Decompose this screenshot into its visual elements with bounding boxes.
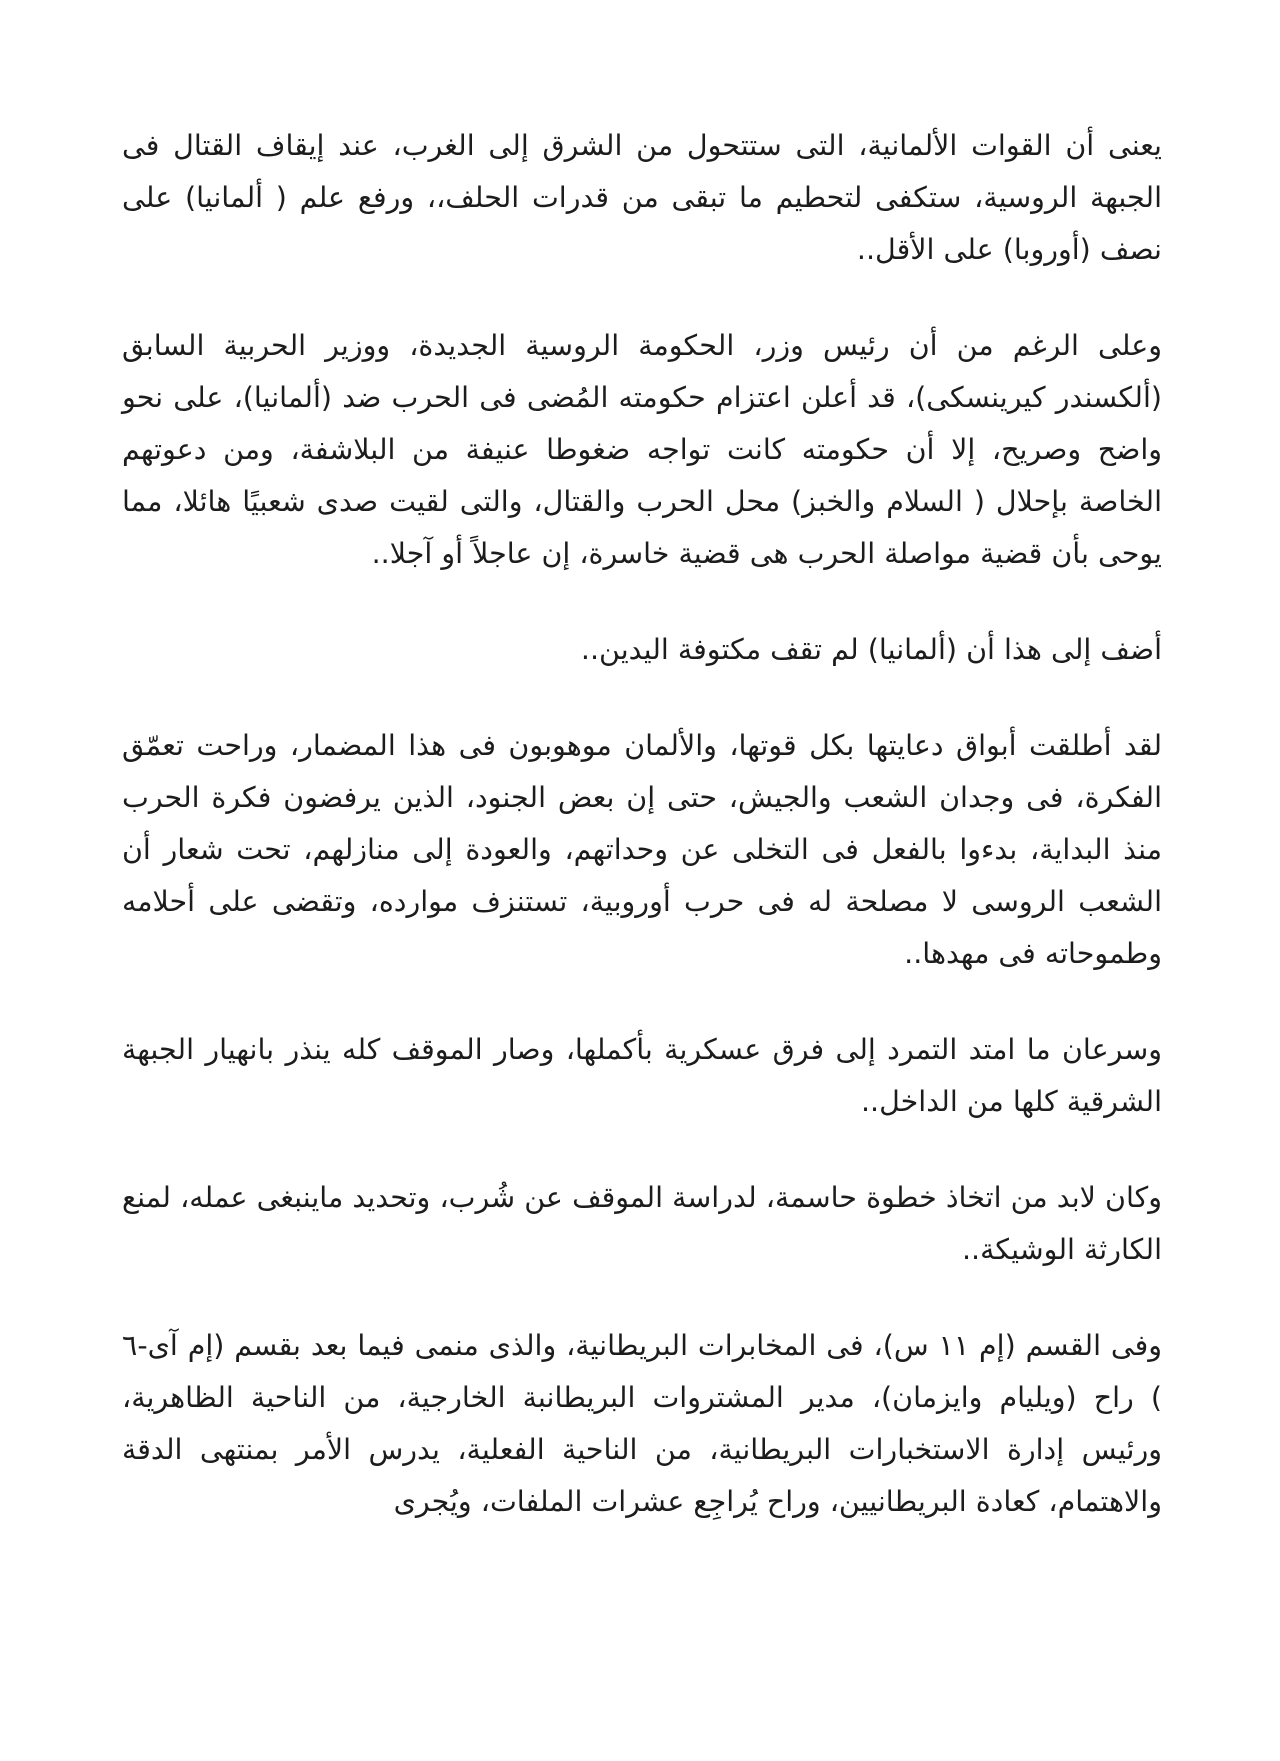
- paragraph-4: لقد أطلقت أبواق دعايتها بكل قوتها، والألمان موهوبون فى هذا المضمار، وراحت تعمّق الفكرة، فى وجدان الشعب والجيش، حتى إن بعض الجنود، الذين يرفضون فكرة الحرب منذ البداية، بدءوا بالفعل فى التخلى عن وحداتهم، والعودة إلى منازلهم، تحت شعار أن الشعب الروسى لا مصلحة له فى حرب أوروبية، تستنزف موارده، وتقضى على أحلامه وطموحاته فى مهدها..: [122, 729, 1162, 970]
- document-page: [122, 120, 1162, 1528]
- paragraph-3: أضف إلى هذا أن (ألمانيا) لم تقف مكتوفة اليدين..: [580, 633, 1162, 666]
- paragraph-5: وسرعان ما امتد التمرد إلى فرق عسكرية بأكملها، وصار الموقف كله ينذر بانهيار الجبهة الشرقية كلها من الداخل..: [122, 1033, 1162, 1118]
- paragraph-1: يعنى أن القوات الألمانية، التى ستتحول من الشرق إلى الغرب، عند إيقاف القتال فى الجبهة الروسية، ستكفى لتحطيم ما تبقى من قدرات الحلف،، ورفع علم ( ألمانيا) على نصف (أوروبا) على الأقل..: [122, 129, 1162, 266]
- paragraph-7: وفى القسم (إم ١١ س)، فى المخابرات البريطانية، والذى منمى فيما بعد بقسم (إم آى-٦ ) راح (ويليام وايزمان)، مدير المشتروات البريطانبة الخارجية، من الناحية الظاهرية، ورئيس إدارة الاستخبارات البريطانية، من الناحية الفعلية، يدرس الأمر بمنتهى الدقة والاهتمام، كعادة البريطانيين، وراح يُراجِع عشرات الملفات، ويُجرى: [122, 1329, 1162, 1518]
- paragraph-2: وعلى الرغم من أن رئيس وزر، الحكومة الروسية الجديدة، ووزير الحربية السابق (ألكسندر كيرينسكى)، قد أعلن اعتزام حكومته المُضى فى الحرب ضد (ألمانيا)، على نحو واضح وصريح، إلا أن حكومته كانت تواجه ضغوطا عنيفة من البلاشفة، ومن دعوتهم الخاصة بإحلال ( السلام والخبز) محل الحرب والقتال، والتى لقيت صدى شعبيًا هائلا، مما يوحى بأن قضية مواصلة الحرب هى قضية خاسرة، إن عاجلاً أو آجلا..: [122, 329, 1162, 570]
- paragraph-6: وكان لابد من اتخاذ خطوة حاسمة، لدراسة الموقف عن شُرب، وتحديد ماينبغى عمله، لمنع الكارثة الوشيكة..: [122, 1181, 1162, 1266]
